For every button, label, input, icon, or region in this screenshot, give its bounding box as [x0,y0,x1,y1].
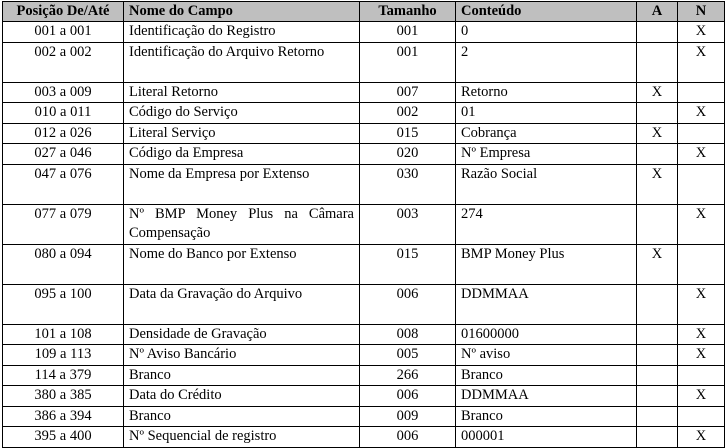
cell-conteudo: Razão Social [456,164,637,204]
cell-conteudo: 000001 [456,427,637,448]
cell-conteudo: 01600000 [456,324,637,345]
cell-conteudo: 01 [456,103,637,124]
cell-conteudo: Branco [456,406,637,427]
cell-nome-campo: Identificação do Arquivo Retorno [124,42,360,82]
cell-tamanho: 006 [360,427,456,448]
table-row [3,427,725,448]
cell-tamanho: 009 [360,406,456,427]
cell-conteudo: DDMMAA [456,284,637,324]
cell-tamanho: 030 [360,164,456,204]
cell-n: X [678,427,725,448]
cell-tamanho: 002 [360,103,456,124]
cell-a [637,406,678,427]
table-row [3,123,725,144]
table-row [3,386,725,407]
cell-posicao: 380 a 385 [3,386,124,407]
cell-tamanho: 015 [360,244,456,284]
cell-nome-campo: Nº Sequencial de registro [124,427,360,448]
cell-nome-campo: Nome do Banco por Extenso [124,244,360,284]
cell-posicao: 095 a 100 [3,284,124,324]
cell-nome-campo: Identificação do Registro [124,22,360,43]
header-nome-campo: Nome do Campo [124,2,360,22]
cell-posicao: 109 a 113 [3,345,124,366]
cell-posicao: 003 a 009 [3,82,124,103]
cell-conteudo: Retorno [456,82,637,103]
cell-posicao: 047 a 076 [3,164,124,204]
cell-a [637,22,678,43]
file-layout-table [2,1,725,448]
table-row [3,82,725,103]
cell-a: X [637,123,678,144]
cell-posicao: 077 a 079 [3,204,124,244]
table-row [3,103,725,124]
cell-a [637,427,678,448]
cell-a: X [637,82,678,103]
cell-n: X [678,345,725,366]
cell-n [678,406,725,427]
cell-tamanho: 005 [360,345,456,366]
cell-nome-campo: Densidade de Gravação [124,324,360,345]
header-n: N [678,2,725,22]
cell-posicao: 386 a 394 [3,406,124,427]
table-row [3,244,725,284]
cell-n [678,82,725,103]
cell-posicao: 012 a 026 [3,123,124,144]
cell-conteudo: BMP Money Plus [456,244,637,284]
cell-conteudo: 2 [456,42,637,82]
cell-tamanho: 015 [360,123,456,144]
cell-n: X [678,324,725,345]
table-row [3,164,725,204]
table-row [3,406,725,427]
cell-conteudo: Nº aviso [456,345,637,366]
cell-n: X [678,386,725,407]
cell-a: X [637,164,678,204]
cell-n [678,123,725,144]
cell-a [637,324,678,345]
cell-posicao: 114 a 379 [3,365,124,386]
cell-nome-campo: Branco [124,406,360,427]
cell-n: X [678,204,725,244]
cell-nome-campo: Código do Serviço [124,103,360,124]
cell-posicao: 002 a 002 [3,42,124,82]
table-row [3,284,725,324]
cell-posicao: 001 a 001 [3,22,124,43]
cell-a [637,103,678,124]
table-row [3,324,725,345]
cell-a: X [637,244,678,284]
cell-a [637,365,678,386]
cell-tamanho: 266 [360,365,456,386]
cell-n: X [678,22,725,43]
table-row [3,204,725,244]
cell-nome-campo: Nome da Empresa por Extenso [124,164,360,204]
cell-nome-campo: Nº Aviso Bancário [124,345,360,366]
cell-n: X [678,144,725,165]
cell-tamanho: 020 [360,144,456,165]
cell-nome-campo: Literal Serviço [124,123,360,144]
cell-a [637,386,678,407]
header-a: A [637,2,678,22]
table-row [3,144,725,165]
cell-conteudo: Cobrança [456,123,637,144]
cell-n [678,164,725,204]
cell-nome-campo: Branco [124,365,360,386]
table-row [3,22,725,43]
cell-a [637,42,678,82]
cell-conteudo: Nº Empresa [456,144,637,165]
cell-tamanho: 001 [360,42,456,82]
cell-a [637,204,678,244]
cell-conteudo: Branco [456,365,637,386]
cell-nome-campo: Data do Crédito [124,386,360,407]
cell-posicao: 080 a 094 [3,244,124,284]
header-tamanho: Tamanho [360,2,456,22]
cell-posicao: 010 a 011 [3,103,124,124]
cell-posicao: 027 a 046 [3,144,124,165]
cell-conteudo: 274 [456,204,637,244]
cell-tamanho: 003 [360,204,456,244]
table-row [3,365,725,386]
cell-nome-campo: Data da Gravação do Arquivo [124,284,360,324]
cell-n [678,365,725,386]
cell-tamanho: 007 [360,82,456,103]
cell-posicao: 101 a 108 [3,324,124,345]
cell-tamanho: 001 [360,22,456,43]
cell-tamanho: 006 [360,386,456,407]
cell-n [678,244,725,284]
cell-conteudo: DDMMAA [456,386,637,407]
cell-n: X [678,42,725,82]
cell-n: X [678,284,725,324]
cell-a [637,345,678,366]
cell-tamanho: 008 [360,324,456,345]
cell-nome-campo: Código da Empresa [124,144,360,165]
cell-n: X [678,103,725,124]
cell-nome-campo: Nº BMP Money Plus na Câmara Compensação [124,204,360,244]
cell-posicao: 395 a 400 [3,427,124,448]
header-conteudo: Conteúdo [456,2,637,22]
cell-conteudo: 0 [456,22,637,43]
cell-a [637,144,678,165]
table-header-row [3,2,725,22]
table-row [3,42,725,82]
cell-tamanho: 006 [360,284,456,324]
cell-a [637,284,678,324]
cell-nome-campo: Literal Retorno [124,82,360,103]
header-posicao: Posição De/Até [3,2,124,22]
table-row [3,345,725,366]
